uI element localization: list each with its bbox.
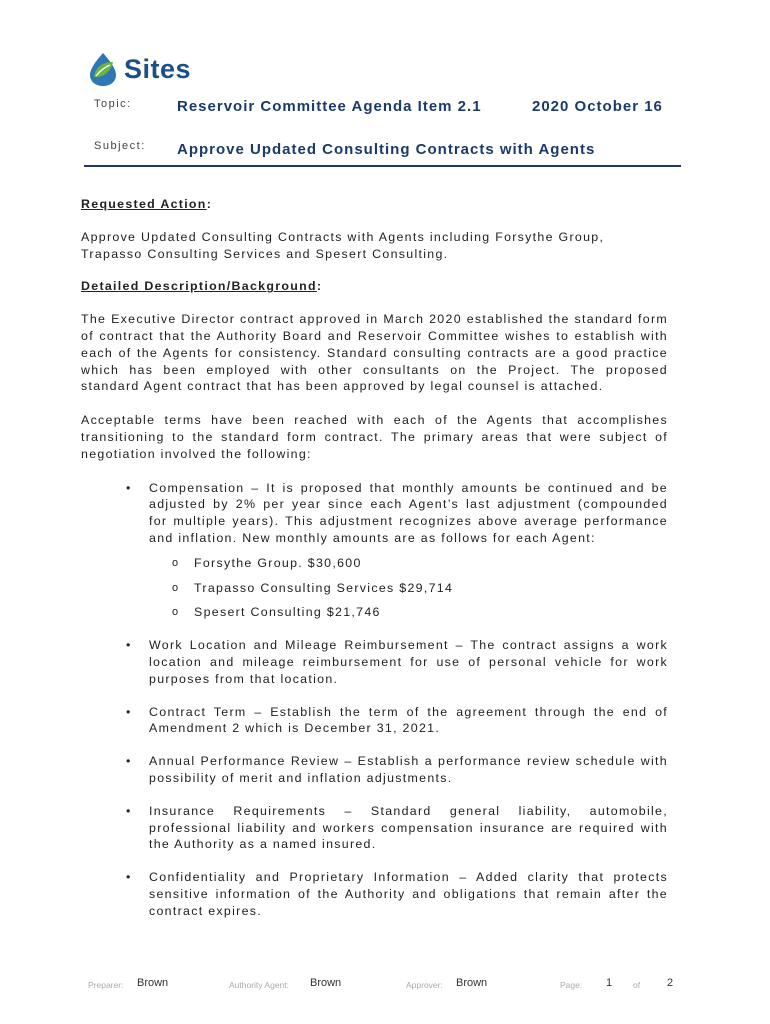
description-paragraph-2: Acceptable terms have been reached with each of the Agents that accomplishes transitioning to the standard form contract. The primary areas that were subject of negotiation involved the following: [81, 413, 668, 461]
meeting-date: 2020 October 16 [532, 98, 663, 115]
bullet-icon: • [126, 704, 132, 719]
list-item: • Compensation – It is proposed that monthly amounts be continued and be adjusted by 2% per year since each Agent’s last adjustment (compounded for multiple years). This adjustment recognizes above average performance and inflation. New monthly amounts are as follows for each Agent: o Forsythe Group. $30,600 o Trapasso Consulting Services $29,714 o Spesert Consulting $21,746 [81, 480, 668, 622]
bullet-icon: • [126, 480, 132, 495]
list-item: o Forsythe Group. $30,600 [172, 555, 362, 570]
circle-bullet-icon: o [172, 556, 180, 569]
list-item: • Annual Performance Review – Establish a performance review schedule with possibility of merit and inflation adjustments. [126, 754, 668, 785]
requested-action-text: Approve Updated Consulting Contracts with Agents including Forsythe Group, Trapasso Consulting Services and Spesert Consulting. [81, 229, 605, 261]
bullet-icon: • [126, 638, 132, 653]
agent-value: Brown [310, 977, 342, 989]
page-number: 1 [606, 977, 613, 989]
approver-label: Approver: [406, 980, 443, 990]
page-label: Page: [560, 980, 583, 990]
list-item: • Contract Term – Establish the term of the agreement through the end of Amendment 2 which is December 31, 2021. [126, 704, 668, 736]
bullet-icon: • [126, 754, 132, 769]
leaf-drop-icon [86, 51, 120, 87]
document-body [81, 196, 668, 920]
bullet-icon: • [126, 870, 132, 885]
requested-action-heading: Requested Action: [81, 197, 213, 211]
list-item: • Confidentiality and Proprietary Information – Added clarity that protects sensitive information of the Authority and obligations that remain after the contract expires. [126, 870, 668, 918]
topic-value: Reservoir Committee Agenda Item 2.1 [177, 98, 482, 115]
approver-value: Brown [456, 977, 488, 989]
list-item: • Work Location and Mileage Reimbursement – The contract assigns a work location and mileage reimbursement for use of personal vehicle for work purposes from that location. [126, 638, 668, 686]
agent-label: Authority Agent: [229, 980, 290, 990]
sites-logo [86, 50, 206, 88]
preparer-label: Preparer: [88, 980, 124, 990]
topic-label: Topic: [94, 98, 132, 110]
agent-amounts-list [149, 555, 668, 621]
circle-bullet-icon: o [172, 581, 180, 594]
subject-label: Subject: [94, 140, 146, 152]
list-item: o Trapasso Consulting Services $29,714 [172, 580, 454, 595]
list-item: o Spesert Consulting $21,746 [172, 605, 381, 620]
logo-text: Sites [124, 53, 192, 84]
page-footer [0, 977, 770, 993]
description-paragraph-1: The Executive Director contract approved in March 2020 established the standard form of contract that the Authority Board and Reservoir Committee wishes to establish with each of the Agents for consistency. Standard consulting contracts are a good practice which has been employed with other consultants on the Project. The proposed standard Agent contract that has been approved by legal counsel is attached. [81, 312, 668, 394]
negotiation-list [81, 480, 668, 920]
bullet-icon: • [126, 803, 132, 818]
circle-bullet-icon: o [172, 606, 180, 619]
preparer-value: Brown [137, 977, 169, 989]
header-divider [84, 165, 681, 167]
page-total: 2 [667, 977, 674, 989]
of-label: of [633, 980, 641, 990]
description-heading: Detailed Description/Background: [81, 279, 323, 294]
list-item: • Insurance Requirements – Standard general liability, automobile, professional liability and workers compensation insurance are required with the Authority as a named insured. [126, 803, 668, 852]
subject-value: Approve Updated Consulting Contracts with Agents [177, 141, 596, 158]
